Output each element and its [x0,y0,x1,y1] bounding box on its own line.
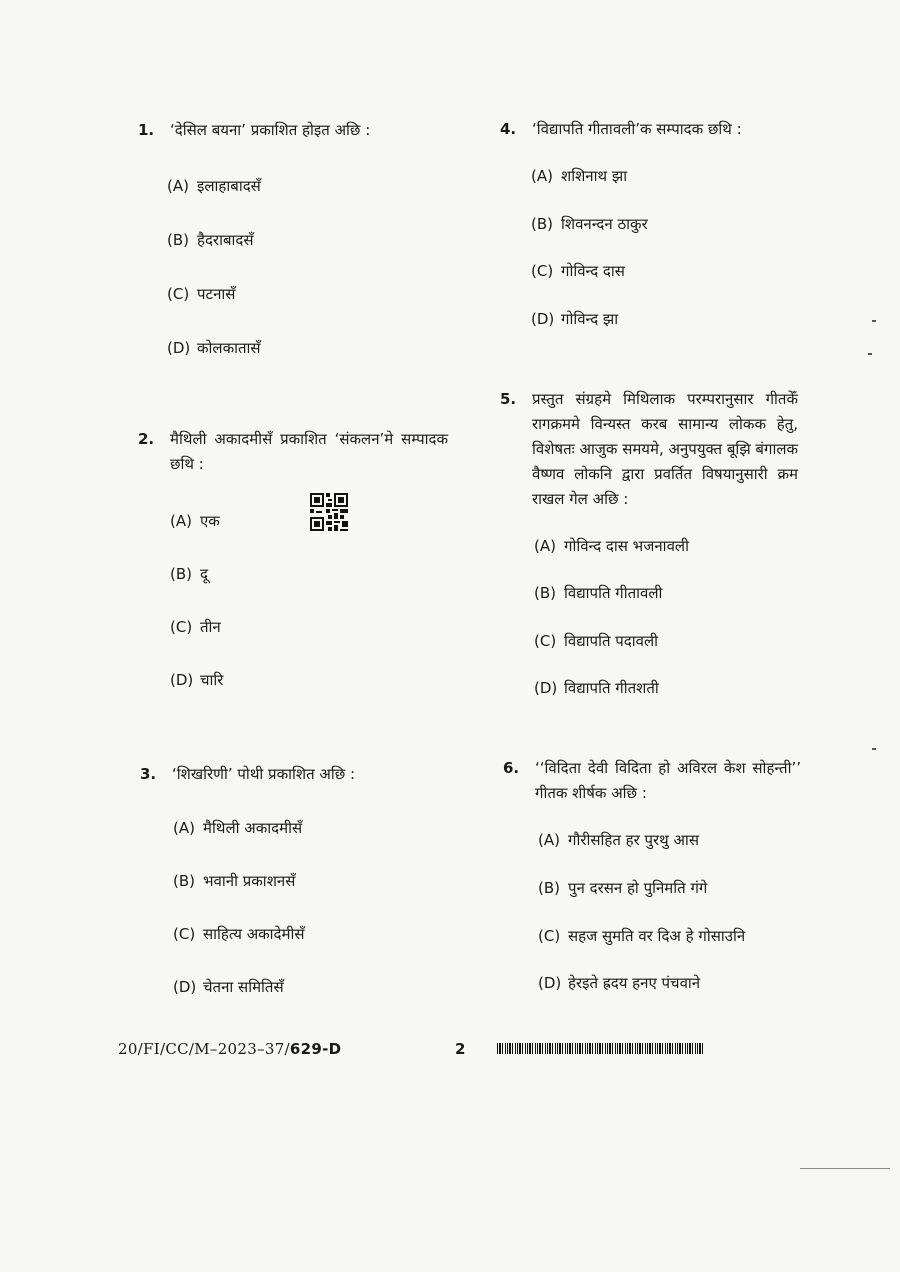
option-label: (C) [173,925,196,943]
option-d [167,338,261,358]
option-text: चेतना समितिसँ [203,978,284,996]
option-d [170,670,223,690]
option-label: (A) [173,819,195,837]
question-number: 2. [138,430,155,448]
option-c [173,924,305,944]
option-label: (D) [173,978,197,996]
option-text: गौरीसहित हर पुरथु आस [568,831,700,849]
scan-mark [868,353,872,355]
question-stem: ‘विद्यापति गीतावली’क सम्पादक छथि : [532,120,742,138]
question-2 [138,427,448,477]
option-c [538,926,745,946]
scan-edge-line [800,1168,890,1169]
option-label: (C) [531,262,554,280]
question-4 [500,117,810,142]
question-number: 5. [500,390,517,408]
option-label: (C) [170,618,193,636]
option-b [170,564,208,584]
option-text: हेरइते ह्रदय हनए पंचवाने [568,974,701,992]
question-stem: मैथिली अकादमीसँ प्रकाशित ‘संकलन’मे सम्पादक छथि : [170,430,448,473]
option-c [167,284,235,304]
scan-mark [872,320,876,322]
option-b [531,214,648,234]
option-a [173,818,302,838]
barcode-icon [497,1043,703,1054]
option-label: (D) [538,974,562,992]
option-label: (B) [170,565,192,583]
option-text: गोविन्द दास [561,262,625,280]
option-text: गोविन्द झा [561,310,619,328]
question-stem: ‘शिखरिणी’ पोथी प्रकाशित अछि : [172,765,356,783]
option-text: मैथिली अकादमीसँ [203,819,303,837]
option-a [538,830,699,850]
option-c [531,261,625,281]
option-b [538,878,707,898]
option-a [534,536,689,556]
option-text: हैदराबादसँ [197,231,254,249]
question-stem: ‘देसिल बयना’ प्रकाशित होइत अछि : [170,121,371,139]
option-label: (A) [531,167,553,185]
option-d [538,973,700,993]
option-d [173,977,284,997]
option-label: (D) [531,310,555,328]
option-text: विद्यापति गीतावली [564,584,663,602]
option-label: (B) [538,879,560,897]
option-c [170,617,221,637]
option-label: (C) [534,632,557,650]
option-text: साहित्य अकादेमीसँ [203,925,305,943]
question-stem: प्रस्तुत संग्रहमे मिथिलाक परम्परानुसार गीतकेँ रागक्रममे विन्यस्त करब सामान्य लोकक हेतु, विशेषतः आजुक समयमे, अनुपयुक्त बूझि बंगालक वैष्णव लोकनि द्वारा प्रवर्तित विषयानुसारी क्रम राखल गेल अछि : [532,390,799,508]
question-number: 3. [140,765,157,783]
option-text: पटनासँ [197,285,236,303]
option-a [170,511,220,531]
option-text: चारि [200,671,224,689]
option-label: (B) [173,872,195,890]
scan-mark [872,748,876,750]
option-text: गोविन्द दास भजनावली [564,537,689,555]
option-label: (D) [170,671,194,689]
option-label: (A) [538,831,560,849]
option-c [534,631,658,651]
option-b [173,871,295,891]
option-text: इलाहाबादसँ [197,177,261,195]
option-text: विद्यापति गीतशती [564,679,659,697]
option-a [167,176,261,196]
option-text: कोलकातासँ [197,339,261,357]
option-text: भवानी प्रकाशनसँ [203,872,296,890]
option-text: एक [200,512,220,530]
option-label: (B) [167,231,189,249]
paper-code [118,1040,341,1058]
option-label: (C) [167,285,190,303]
option-text: तीन [200,618,221,636]
question-3 [140,762,450,787]
option-text: सहज सुमति वर दिअ हे गोसाउनि [568,927,746,945]
question-6 [503,756,801,806]
option-label: (C) [538,927,561,945]
option-label: (A) [167,177,189,195]
question-number: 6. [503,759,520,777]
paper-code-prefix: 20/FI/CC/M–2023–37/ [118,1040,290,1058]
question-1 [138,118,448,143]
option-a [531,166,627,186]
question-5 [500,387,798,512]
option-label: (A) [170,512,192,530]
option-text: पुन दरसन हो पुनिमति गंगे [568,879,708,897]
option-b [534,583,662,603]
option-d [531,309,618,329]
qr-code-icon [310,493,348,531]
option-d [534,678,659,698]
option-label: (D) [534,679,558,697]
option-label: (B) [534,584,556,602]
option-b [167,230,254,250]
option-label: (B) [531,215,553,233]
option-text: शिवनन्दन ठाकुर [561,215,648,233]
option-text: दू [200,565,208,583]
option-text: विद्यापति पदावली [564,632,659,650]
paper-code-suffix: 629-D [289,1040,342,1058]
question-number: 4. [500,120,517,138]
option-label: (A) [534,537,556,555]
question-stem: ‘‘विदिता देवी विदिता हो अविरल केश सोहन्ती’’ गीतक शीर्षक अछि : [535,759,801,802]
option-text: शशिनाथ झा [561,167,628,185]
option-label: (D) [167,339,191,357]
page-number: 2 [455,1040,466,1058]
question-number: 1. [138,121,155,139]
